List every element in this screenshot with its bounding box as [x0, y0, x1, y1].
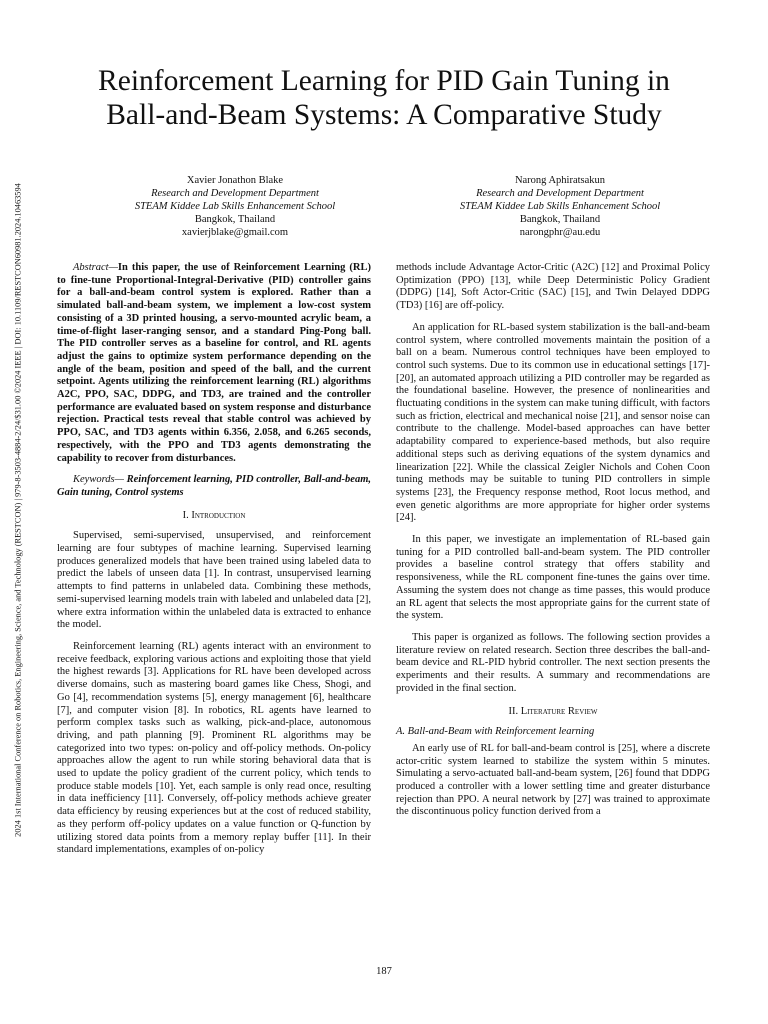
author-organization: STEAM Kiddee Lab Skills Enhancement School: [459, 201, 661, 212]
title-line-1: Reinforcement Learning for PID Gain Tuning in: [98, 65, 670, 97]
paper-title: [60, 64, 708, 132]
paragraph: Reinforcement learning (RL) agents interact with an environment to receive feedback, exploring various actions and exploiting those that yield the highest rewards [3]. Applications for RL have been developed across diverse domains, such as mastering board games like Chess, Shogi, and Go [4], recommendation systems [5], energy management [6], healthcare [7], and computer vision [8]. In robotics, RL agents have learned to perform complex tasks such as walking, pick-and-place, autonomous driving, and path planning [9]. Prominent RL algorithms may be categorized into two types: on-policy and off-policy methods. On-policy approaches allow the agent to run while storing behavioral data that is used to update the policy gradient of the current policy, which tends to produce stable models [10]. Yet, each sample is only read once, resulting in data inefficiency [11]. Conversely, off-policy methods achieve greater data efficiency by reusing experiences but at the cost of reduced stability, as they perform off-policy updates on a value function or Q-function by utilizing stored data points from a memory replay buffer [11]. In their standard implementations, examples of on-policy: [57, 640, 371, 856]
author-name: Narong Aphiratsakun: [514, 175, 606, 186]
author-name: Xavier Jonathon Blake: [186, 175, 284, 186]
section-heading-literature-review: [396, 706, 710, 719]
abstract: [57, 262, 371, 465]
right-column: [396, 262, 710, 828]
keywords-text: Reinforcement learning, PID controller, Ball-and-beam, Gain tuning, Control systems: [57, 474, 371, 498]
title-line-2: Ball-and-Beam Systems: A Comparative Study: [106, 99, 662, 131]
page-number: 187: [376, 966, 392, 977]
author-location: Bangkok, Thailand: [519, 214, 601, 225]
author-location: Bangkok, Thailand: [194, 214, 276, 225]
author-block-2: [420, 174, 700, 239]
subsection-heading: [396, 726, 710, 739]
section-title: Introduction: [191, 509, 246, 521]
author-organization: STEAM Kiddee Lab Skills Enhancement School: [134, 201, 336, 212]
subsection-title: Ball-and-Beam with Reinforcement learning: [407, 726, 595, 738]
side-note-text: 2024 1st International Conference on Robotics, Engineering, Science, and Technology (RESTCON) | 979-8-3503-4884-2/24/$31.00 ©2024 IEEE | DOI: 10.1109/RESTCON60981.2024.10463594: [13, 183, 23, 837]
section-title: Literature Review: [520, 705, 598, 717]
author-department: Research and Development Department: [151, 188, 319, 199]
paragraph-continued: methods include Advantage Actor-Critic (A2C) [12] and Proximal Policy Optimization (PPO) [13], while Deep Deterministic Policy Gradient (DDPG) [14], Soft Actor-Critic (SAC) [15], and Twin Delayed DDPG (TD3) [16] are off-policy.: [396, 262, 710, 312]
paragraph: In this paper, we investigate an implementation of RL-based gain tuning for a PID controlled ball-and-beam system. The PID controller provides a baseline control strategy that offers stability and responsiveness, while the RL component fine-tunes the gains over time. Assuming the system does not change as time passes, this would produce an RL agent that selects the most appropriate gains for the current state of the system.: [396, 534, 710, 622]
section-numeral: I.: [182, 509, 189, 521]
paragraph: Supervised, semi-supervised, unsupervised, and reinforcement learning are four subtypes of machine learning. Supervised learning produces generalized models that have been trained using labeled data to predict the labels of unseen data [1]. In contrast, unsupervised learning attempts to find patterns in unlabeled data. Combining these methods, semi-supervised learning models train with labeled and unlabeled data [2], where extra information within the unlabeled data is extracted to enhance the model.: [57, 530, 371, 631]
section-heading-introduction: [57, 510, 371, 523]
keywords: [57, 474, 371, 499]
subsection-label: A.: [396, 726, 406, 738]
author-block-1: [95, 174, 375, 239]
paragraph: An application for RL-based system stabilization is the ball-and-beam control system, where controlled movements maintain the position of a ball on a beam. Numerous control techniques have been employed to control such systems. Due to its common use in educational settings [17]-[20], an automated approach utilizing a PID controller may be regarded as the foundational baseline. However, the presence of nonlinearities and fluctuating conditions in the system can make tuning difficult, with factors such as friction, electrical and mechanical noise [21], and sensor noise can contribute to the challenge. Model-based approaches can have better adaptability compared to experience-based methods, but also require additional steps such as deriving equations of the system dynamics and linearization [22]. While the classical Zeigler Nichols and Cohen Coon tuning methods may be suitable to tuning PID controllers in simple systems [23], the Frequency response method, Root locus method, and even genetic algorithms are more appropriate for higher order systems [24].: [396, 321, 710, 524]
author-department: Research and Development Department: [476, 188, 644, 199]
author-email: narongphr@au.edu: [519, 227, 601, 238]
author-email: xavierjblake@gmail.com: [181, 227, 289, 238]
left-column: [57, 262, 371, 866]
abstract-label: Abstract—: [73, 262, 118, 273]
abstract-text: In this paper, the use of Reinforcement Learning (RL) to fine-tune Proportional-Integral-Derivative (PID) controller gains for a ball-and-beam control system is explored. Rather than a simulated ball-and-beam system, we implement a low-cost system consisting of a 3D printed housing, a servo-mounted acrylic beam, a time-of-flight laser-ranging sensor, and a standard Ping-Pong ball. The PID controller serves as a baseline for control, and RL agents adjust the gains to optimize system performance depending on the angle of the beam, position and speed of the ball, and the current setpoint. Agents utilizing the reinforcement learning (RL) algorithms A2C, PPO, SAC, DDPG, and TD3, are trained and the controller performance are evaluated based on system response and disturbance rejection. Practical tests reveal that stable control was achieved by PPO, SAC, and TD3 agents within 6.356, 2.058, and 6.265 seconds, respectively, with the PPO and TD3 agents demonstrating the capability to recover from disturbances.: [57, 262, 371, 464]
section-numeral: II.: [508, 705, 519, 717]
keywords-label: Keywords—: [73, 474, 124, 486]
copyright-side-note: [12, 130, 24, 890]
paragraph: An early use of RL for ball-and-beam control is [25], where a discrete actor-critic system learned to stabilize the system within 5 minutes. Simulating a servo-actuated ball-and-beam system, [26] found that DDPG produced a controller with a lower settling time and greater disturbance rejection than PPO. A neural network by [27] was trained to approximate the discontinuous policy function derived from a: [396, 742, 710, 818]
paragraph: This paper is organized as follows. The following section provides a literature review on related research. Section three describes the ball-and-beam device and RL-PID hybrid controller. The next section presents the experiments and their results. A summary and recommendations are provided in the final section.: [396, 631, 710, 694]
